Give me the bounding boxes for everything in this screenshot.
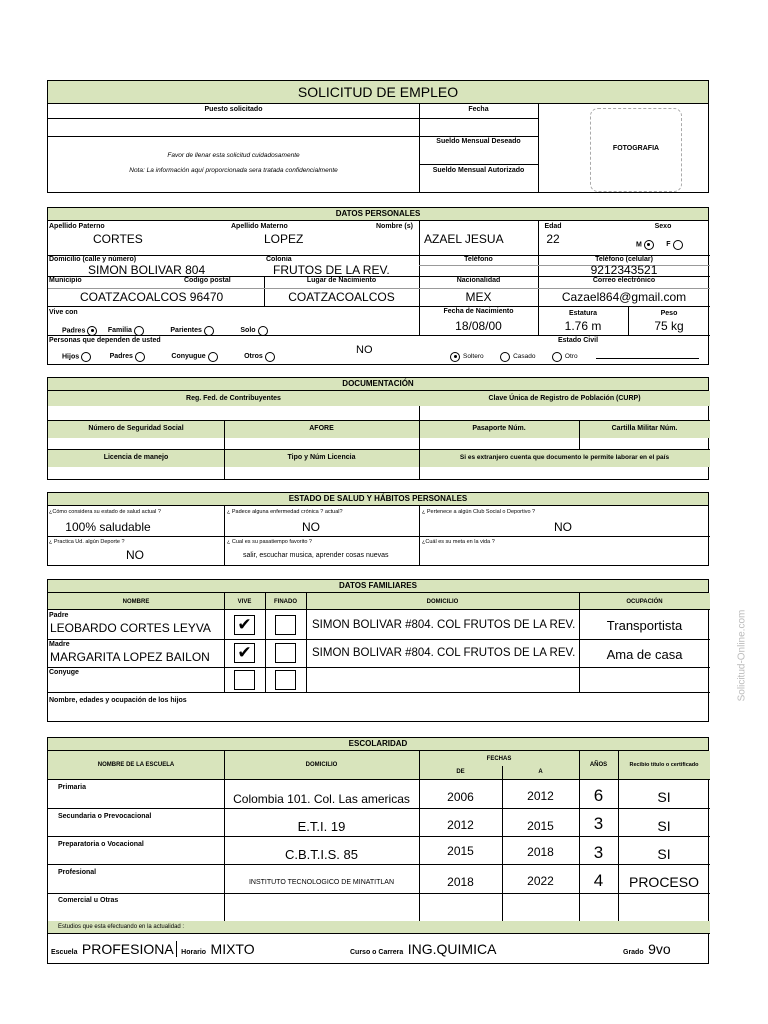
sexo-label: Sexo: [654, 223, 672, 230]
edu-nivel-profesional: Profesional: [58, 869, 97, 876]
domicilio-label: Domicilio (calle y número): [49, 256, 137, 263]
tipo-licencia-label: Tipo y Núm Licencia: [287, 454, 356, 461]
edu-col-anos: AÑOS: [589, 762, 608, 768]
edu-actual-row: [51, 941, 255, 959]
vive-label: Vive con: [49, 309, 78, 316]
family-ocupacion-madre: Ama de casa: [606, 647, 683, 662]
family-col-ocupacion: OCUPACIÓN: [626, 599, 663, 605]
colonia-label: Colonia: [266, 256, 292, 263]
salud-a4: NO: [126, 548, 144, 562]
apellido-materno-value: LOPEZ: [264, 232, 304, 246]
correo-value: Cazael864@gmail.com: [561, 290, 687, 304]
family-vive-madre-checkbox[interactable]: ✔: [234, 643, 255, 663]
salud-a2: NO: [302, 520, 320, 534]
edu-de-profesional: 2018: [447, 875, 474, 889]
carrera-label: Curso o Carrera: [350, 949, 404, 956]
edu-dom-preparatoria: C.B.T.I.S. 85: [285, 847, 358, 862]
edu-nivel-comercial: Comercial u Otras: [58, 897, 119, 904]
edu-anos-preparatoria: 3: [593, 843, 604, 862]
estado-civil-label: Estado Civil: [557, 337, 599, 344]
salud-q6: ¿Cuál es su meta en la vida ?: [422, 539, 495, 545]
telefono-label: Teléfono: [464, 256, 493, 263]
escuela-label: Escuela: [51, 949, 78, 956]
celular-label: Teléfono (celular): [595, 256, 653, 263]
sexo-m-label: M: [636, 241, 642, 249]
extranjero-label: Si es extranjero cuenta que documento le permite laborar en el país: [459, 454, 670, 461]
edu-nivel-primaria: Primaria: [58, 784, 87, 791]
dep-hijos-radio[interactable]: [81, 352, 91, 362]
salud-q4: ¿ Practica Ud. algún Deporte ?: [49, 539, 125, 545]
header-section: [47, 80, 709, 193]
vive-familia-label: Familia: [107, 327, 132, 335]
vive-familia-radio[interactable]: [134, 326, 144, 336]
documentation-heading: DOCUMENTACIÓN: [48, 378, 708, 391]
education-section: [47, 737, 709, 964]
apellido-paterno-label: Apellido Paterno: [49, 223, 105, 230]
escuela-value: PROFESIONA: [82, 941, 177, 957]
family-col-domicilio: DOMICILIO: [426, 599, 459, 605]
documentation-section: [47, 377, 709, 480]
edu-dom-primaria: Colombia 101. Col. Las americas: [233, 792, 410, 806]
dependientes-options: [62, 348, 275, 366]
edu-a-primaria: 2012: [527, 789, 554, 803]
licencia-label: Licencia de manejo: [103, 454, 169, 461]
watermark: Solicitud-Online.com: [736, 609, 748, 702]
family-section: [47, 579, 709, 722]
education-heading: ESCOLARIDAD: [48, 738, 708, 751]
civil-casado-label: Casado: [513, 353, 536, 361]
edu-nivel-secundaria: Secundaria o Prevocacional: [58, 813, 152, 820]
municipio-value: COATZACOALCOS 96470: [80, 290, 224, 304]
lugar-label: Lugar de Nacimiento: [306, 277, 377, 284]
salud-q2: ¿ Padece alguna enfermedad crónica ? actual?: [227, 509, 343, 515]
edu-de-primaria: 2006: [447, 790, 474, 804]
nacionalidad-label: Nacionalidad: [456, 277, 501, 284]
edu-a-preparatoria: 2018: [527, 845, 554, 859]
celular-value: 9212343521: [590, 263, 658, 277]
dep-hijos-label: Hijos: [62, 353, 80, 361]
lugar-value: COATZACOALCOS: [288, 290, 395, 304]
health-section: [47, 492, 709, 566]
edu-de-preparatoria: 2015: [447, 844, 474, 858]
dep-padres-label: Padres: [109, 353, 133, 361]
salud-q3: ¿ Pertenece a algún Club Social o Deportivo ?: [422, 509, 536, 515]
personal-heading: DATOS PERSONALES: [48, 208, 708, 221]
vive-solo-radio[interactable]: [258, 326, 268, 336]
family-col-nombre: NOMBRE: [122, 599, 150, 605]
apellido-paterno-value: CORTES: [93, 232, 143, 246]
civil-otro-label: Otro: [564, 353, 578, 361]
family-col-finado: FINADO: [274, 599, 297, 605]
edu-de-secundaria: 2012: [447, 818, 474, 832]
edu-col-a: A: [538, 769, 543, 775]
nombres-label: Nombre (s): [376, 223, 413, 230]
peso-label: Peso: [660, 310, 678, 317]
edu-anos-profesional: 4: [593, 871, 604, 890]
edu-titulo-secundaria: SI: [657, 818, 671, 834]
civil-soltero-radio[interactable]: [450, 352, 460, 362]
civil-otro-line: [596, 358, 699, 359]
form-title: SOLICITUD DE EMPLEO: [48, 81, 708, 104]
family-col-vive: VIVE: [237, 599, 252, 605]
civil-casado-radio[interactable]: [500, 352, 510, 362]
rfc-label: Reg. Fed. de Contribuyentes: [186, 395, 281, 402]
family-heading: DATOS FAMILIARES: [48, 580, 708, 593]
codigo-label: Codigo postal: [184, 277, 231, 284]
edu-titulo-primaria: SI: [657, 789, 671, 805]
grado-label: Grado: [623, 949, 644, 956]
cartilla-label: Cartilla Militar Núm.: [611, 425, 678, 432]
sexo-m-radio[interactable]: [644, 240, 654, 250]
sexo-f-radio[interactable]: [673, 240, 683, 250]
vive-parientes-label: Parientes: [170, 327, 202, 335]
dep-conyugue-label: Conyugue: [171, 353, 206, 361]
estado-civil-options: [448, 348, 578, 366]
estatura-label: Estatura: [568, 310, 597, 317]
dependientes-value: NO: [356, 344, 373, 356]
apellido-materno-label: Apellido Materno: [231, 223, 288, 230]
salud-q1: ¿Cómo considera su estado de salud actual ?: [49, 509, 161, 515]
dep-otros-radio[interactable]: [265, 352, 275, 362]
fecha-label: Fecha: [468, 106, 489, 113]
edad-value: 22: [546, 232, 560, 246]
peso-value: 75 kg: [654, 319, 684, 333]
fecha-nac-label: Fecha de Nacimiento: [443, 308, 514, 315]
civil-soltero-label: Soltero: [463, 353, 484, 361]
dependientes-label: Personas que dependen de usted: [49, 337, 161, 344]
nota-instrucciones: Favor de llenar esta solicitud cuidadosamente: [167, 152, 300, 159]
family-finado-conyuge-checkbox[interactable]: [275, 670, 296, 690]
nacionalidad-value: MEX: [465, 290, 492, 304]
edu-dom-secundaria: E.T.I. 19: [297, 819, 346, 834]
puesto-label: Puesto solicitado: [204, 106, 263, 113]
edu-col-titulo: Recibio título o certificado: [629, 762, 699, 768]
curp-label: Clave Única de Registro de Población (CURP): [488, 395, 641, 402]
colonia-value: FRUTOS DE LA REV.: [273, 263, 390, 277]
municipio-label: Municipio: [49, 277, 82, 284]
edu-col-domicilio: DOMICILIO: [305, 762, 338, 768]
edu-a-secundaria: 2015: [527, 819, 554, 833]
nota-confidencial: Nota: La información aquí proporcionada sera tratada confidencialmente: [129, 167, 338, 174]
edu-anos-primaria: 6: [593, 786, 604, 805]
salud-a1: 100% saludable: [65, 520, 151, 534]
family-vive-conyuge-checkbox[interactable]: [234, 670, 255, 690]
dep-padres-radio[interactable]: [135, 352, 145, 362]
sexo-options: [636, 236, 683, 254]
edu-dom-profesional: INSTITUTO TECNOLOGICO DE MINATITLAN: [248, 879, 395, 886]
dep-otros-label: Otros: [244, 353, 263, 361]
family-finado-madre-checkbox[interactable]: [275, 643, 296, 663]
horario-label: Horario: [181, 949, 207, 956]
family-rel-padre: Padre: [49, 612, 69, 619]
edu-col-de: DE: [456, 769, 465, 775]
sueldo-deseado-label: Sueldo Mensual Deseado: [436, 138, 521, 145]
vive-parientes-radio[interactable]: [204, 326, 214, 336]
family-nombre-padre: LEOBARDO CORTES LEYVA: [50, 621, 211, 635]
family-rel-conyuge: Conyuge: [49, 669, 79, 676]
edu-actual-label: Estudios que esta efectuando en la actualidad :: [58, 924, 185, 930]
carrera-row: [350, 941, 496, 959]
horario-value: MIXTO: [210, 941, 255, 957]
edu-col-nombre: NOMBRE DE LA ESCUELA: [97, 762, 175, 768]
civil-otro-radio[interactable]: [552, 352, 562, 362]
grado-value: 9vo: [648, 941, 671, 957]
pasaporte-label: Pasaporte Núm.: [472, 425, 526, 432]
personal-section: [47, 207, 709, 365]
edu-a-profesional: 2022: [527, 874, 554, 888]
family-domicilio-madre: SIMON BOLIVAR #804. COL FRUTOS DE LA REV.: [312, 647, 576, 659]
edad-label: Edad: [544, 223, 562, 230]
health-heading: ESTADO DE SALUD Y HÁBITOS PERSONALES: [48, 493, 708, 506]
family-hijos-label: Nombre, edades y ocupación de los hijos: [49, 697, 187, 704]
edu-titulo-preparatoria: SI: [657, 846, 671, 862]
salud-q5: ¿ Cual es su pasatiempo favorito ?: [227, 539, 312, 545]
photo-label: FOTOGRAFIA: [612, 145, 660, 152]
family-finado-padre-checkbox[interactable]: [275, 615, 296, 635]
carrera-value: ING.QUIMICA: [407, 941, 497, 957]
sexo-f-label: F: [666, 241, 671, 249]
edu-col-fechas: FECHAS: [486, 756, 512, 762]
family-ocupacion-padre: Transportista: [606, 618, 683, 633]
vive-solo-label: Solo: [240, 327, 256, 335]
domicilio-value: SIMON BOLIVAR 804: [88, 263, 206, 277]
salud-a3: NO: [554, 520, 572, 534]
family-domicilio-padre: SIMON BOLIVAR #804. COL FRUTOS DE LA REV.: [312, 619, 576, 631]
nombres-value: AZAEL JESUA: [424, 232, 504, 246]
edu-nivel-preparatoria: Preparatoria o Vocacional: [58, 841, 144, 848]
sueldo-autorizado-label: Sueldo Mensual Autorizado: [432, 167, 525, 174]
vive-padres-label: Padres: [62, 327, 86, 335]
salud-a5: salir, escuchar musica, aprender cosas nuevas: [243, 552, 389, 559]
fecha-nac-value: 18/08/00: [455, 319, 502, 333]
family-vive-padre-checkbox[interactable]: ✔: [234, 615, 255, 635]
edu-anos-secundaria: 3: [593, 814, 604, 833]
family-rel-madre: Madre: [49, 641, 70, 648]
grado-row: [623, 941, 671, 959]
nss-label: Número de Seguridad Social: [88, 425, 184, 432]
correo-label: Correo electrónico: [592, 277, 656, 284]
family-nombre-madre: MARGARITA LOPEZ BAILON: [50, 650, 210, 664]
afore-label: AFORE: [309, 425, 334, 432]
dep-conyugue-radio[interactable]: [208, 352, 218, 362]
edu-titulo-profesional: PROCESO: [628, 874, 699, 890]
vive-padres-radio[interactable]: [87, 326, 97, 336]
estatura-value: 1.76 m: [564, 319, 602, 333]
